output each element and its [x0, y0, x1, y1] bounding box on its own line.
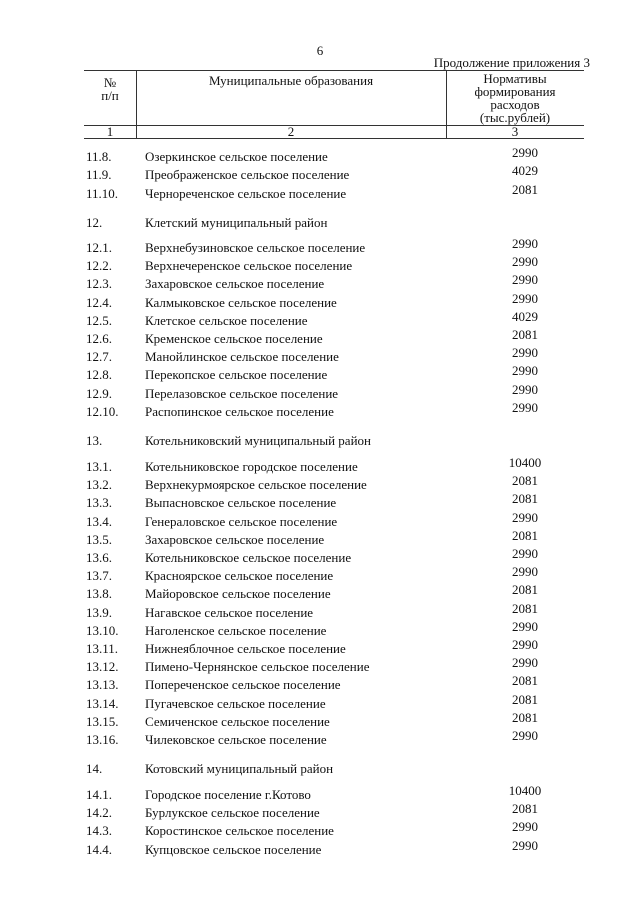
- row-value: 2990: [512, 655, 538, 671]
- row-number: 13.1.: [86, 459, 112, 474]
- table-row: [0, 181, 640, 203]
- row-number: 12.2.: [86, 258, 112, 274]
- row-municipality: Захаровское сельское поселение: [145, 531, 325, 547]
- row-value: 2081: [512, 473, 538, 489]
- row-municipality: Калмыковское сельское поселение: [145, 294, 337, 310]
- row-value: 2081: [512, 691, 538, 707]
- row-value: 2990: [512, 254, 538, 270]
- row-municipality: Генераловское сельское поселение: [145, 513, 338, 529]
- row-value: 2990: [512, 272, 538, 288]
- row-number: 12.10.: [86, 403, 119, 419]
- row-number: 13.12.: [86, 659, 119, 675]
- row-number: 13.3.: [86, 495, 112, 511]
- row-number: 13.16.: [86, 732, 119, 747]
- row-value: 2990: [512, 728, 538, 743]
- section-heading: [0, 432, 640, 450]
- row-value: 2081: [512, 491, 538, 507]
- row-value: 2990: [512, 363, 538, 379]
- row-municipality: Захаровское сельское поселение: [145, 276, 325, 292]
- row-number: 13.11.: [86, 641, 119, 656]
- row-number: 13.6.: [86, 550, 112, 565]
- header-col-index-2: 2: [287, 124, 295, 139]
- section-heading: [0, 214, 640, 232]
- page-number: 6: [316, 43, 324, 58]
- row-value: 2990: [512, 618, 538, 634]
- row-value: 2990: [512, 236, 538, 251]
- row-value: 2081: [512, 327, 538, 342]
- row-municipality: Распопинское сельское поселение: [145, 403, 334, 419]
- section-title: Котовский муниципальный район: [145, 761, 334, 776]
- section-number: 14.: [86, 761, 103, 776]
- row-municipality: Пугачевское сельское поселение: [145, 695, 326, 711]
- row-value: 2081: [512, 527, 538, 543]
- row-number: 14.2.: [86, 805, 112, 821]
- row-value: 2081: [512, 709, 538, 725]
- row-number: 13.10.: [86, 622, 119, 638]
- section-number: 12.: [86, 215, 103, 230]
- header-col-municipality: Муниципальные образования: [208, 73, 374, 88]
- row-number: 11.9.: [86, 167, 112, 183]
- header-bottom-rule: [84, 138, 584, 139]
- row-municipality: Верхнекурмоярское сельское поселение: [145, 477, 367, 493]
- row-value: 2990: [512, 837, 538, 853]
- header-col-number-line1: №: [103, 75, 117, 90]
- row-number: 13.15.: [86, 713, 119, 729]
- row-municipality: Котельниковское сельское поселение: [145, 550, 352, 565]
- header-col-norms-line: Нормативы: [483, 71, 547, 86]
- header-col-number: [84, 76, 136, 102]
- row-municipality: Наголенское сельское поселение: [145, 622, 327, 638]
- row-value: 2081: [512, 582, 538, 598]
- row-value: 2990: [512, 564, 538, 580]
- row-number: 13.8.: [86, 586, 112, 602]
- row-municipality: Кременское сельское поселение: [145, 331, 323, 346]
- row-municipality: Бурлукское сельское поселение: [145, 805, 320, 821]
- row-number: 14.1.: [86, 787, 112, 802]
- row-value: 2081: [512, 673, 538, 689]
- row-number: 14.3.: [86, 823, 112, 839]
- row-municipality: Майоровское сельское поселение: [145, 586, 331, 602]
- row-value: 2990: [512, 345, 538, 361]
- row-municipality: Чернореченское сельское поселение: [145, 185, 347, 201]
- row-number: 13.2.: [86, 477, 112, 493]
- row-municipality: Попереченское сельское поселение: [145, 677, 341, 693]
- section-title: Клетский муниципальный район: [145, 215, 328, 230]
- row-value: 2990: [512, 637, 538, 652]
- row-municipality: Чилековское сельское поселение: [145, 732, 327, 747]
- section-heading: [0, 760, 640, 778]
- header-col-number-line2: п/п: [101, 88, 119, 103]
- row-municipality: Котельниковское городское поселение: [145, 459, 358, 474]
- table-row: [0, 399, 640, 421]
- table-row: [0, 728, 640, 749]
- row-municipality: Семиченское сельское поселение: [145, 713, 330, 729]
- row-number: 12.6.: [86, 331, 112, 346]
- row-municipality: Верхнечеренское сельское поселение: [145, 258, 353, 274]
- row-number: 12.7.: [86, 349, 112, 365]
- row-value: 2990: [512, 509, 538, 525]
- table-row: [0, 837, 640, 859]
- row-value: 2081: [512, 181, 538, 197]
- table-header: [84, 70, 584, 138]
- row-value: 2990: [512, 145, 538, 160]
- row-number: 13.4.: [86, 513, 112, 529]
- header-col-norms-line: формирования: [474, 84, 556, 99]
- row-value: 2990: [512, 381, 538, 397]
- row-municipality: Купцовское сельское поселение: [145, 841, 322, 857]
- row-municipality: Перекопское сельское поселение: [145, 367, 328, 383]
- row-value: 4029: [512, 308, 538, 324]
- row-number: 13.9.: [86, 604, 112, 620]
- header-col-norms-line: расходов: [490, 97, 540, 112]
- row-value: 2990: [512, 819, 538, 835]
- header-col-norms: [446, 72, 584, 124]
- row-number: 12.3.: [86, 276, 112, 292]
- row-number: 13.7.: [86, 568, 112, 584]
- section-number: 13.: [86, 433, 103, 448]
- row-value: 2081: [512, 801, 538, 817]
- row-municipality: Красноярское сельское поселение: [145, 568, 334, 584]
- row-municipality: Манойлинское сельское поселение: [145, 349, 339, 365]
- row-value: 10400: [508, 455, 542, 470]
- header-col-index-1: 1: [106, 124, 114, 139]
- row-number: 13.13.: [86, 677, 119, 693]
- row-value: 2990: [512, 290, 538, 306]
- row-municipality: Нижнеяблочное сельское поселение: [145, 641, 346, 656]
- row-number: 13.5.: [86, 531, 112, 547]
- row-number: 11.8.: [86, 149, 112, 164]
- row-value: 2990: [512, 546, 538, 561]
- header-col-index-3: 3: [511, 124, 519, 139]
- row-municipality: Коростинское сельское поселение: [145, 823, 334, 839]
- header-col-norms-line: (тыс.рублей): [479, 110, 551, 125]
- row-municipality: Перелазовское сельское поселение: [145, 385, 339, 401]
- row-number: 12.4.: [86, 294, 112, 310]
- row-value: 2990: [512, 399, 538, 415]
- row-number: 12.8.: [86, 367, 112, 383]
- row-number: 11.10.: [86, 185, 119, 201]
- row-number: 12.1.: [86, 240, 112, 255]
- row-number: 14.4.: [86, 841, 112, 857]
- row-number: 13.14.: [86, 695, 119, 711]
- row-number: 12.5.: [86, 312, 112, 328]
- row-municipality: Выпасновское сельское поселение: [145, 495, 337, 511]
- row-municipality: Городское поселение г.Котово: [145, 787, 311, 802]
- row-value: 4029: [512, 163, 538, 179]
- row-municipality: Пимено-Чернянское сельское поселение: [145, 659, 370, 675]
- row-municipality: Озеркинское сельское поселение: [145, 149, 328, 164]
- row-value: 2081: [512, 600, 538, 616]
- row-value: 10400: [508, 783, 542, 798]
- section-title: Котельниковский муниципальный район: [145, 433, 371, 448]
- row-municipality: Преображенское сельское поселение: [145, 167, 350, 183]
- row-municipality: Верхнебузиновское сельское поселение: [145, 240, 366, 255]
- row-number: 12.9.: [86, 385, 112, 401]
- row-municipality: Клетское сельское поселение: [145, 312, 308, 328]
- continuation-note: Продолжение приложения 3: [433, 55, 590, 70]
- row-municipality: Нагавское сельское поселение: [145, 604, 314, 620]
